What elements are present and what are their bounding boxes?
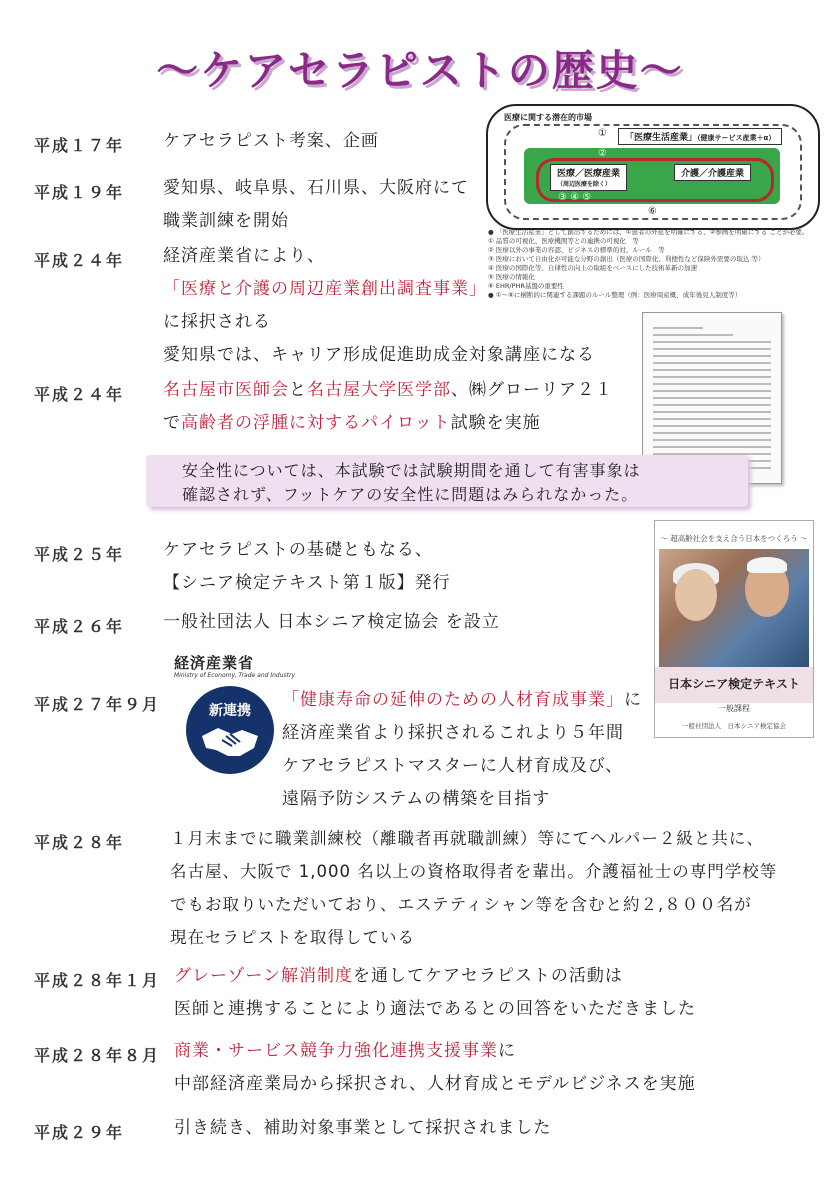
diagram-left-label: 医療／医療産業 （周辺医療を除く） bbox=[550, 164, 627, 191]
ministry-name-en: Ministry of Economy, Trade and Industry bbox=[174, 672, 296, 679]
badge-text: 新連携 bbox=[209, 703, 251, 719]
year-label: 平成２８年 bbox=[34, 833, 125, 852]
book-cover bbox=[654, 520, 814, 738]
year-label: 平成１９年 bbox=[34, 183, 125, 202]
timeline-entry: 名古屋市医師会と名古屋大学医学部、㈱グローリア２１ で高齢者の浮腫に対するパイロット試験を実施 bbox=[163, 380, 613, 433]
timeline-entry: 商業・サービス競争力強化連携支援事業に 中部経済産業局から採択され、人材育成とモデルビジネスを実施 bbox=[174, 1041, 696, 1094]
diagram-note: ④ 医療の国際化等、自律性の向上の取組をベースにした技術革新の加速 bbox=[488, 264, 698, 272]
diagram-title: 医療に関する潜在的市場 bbox=[504, 113, 592, 122]
diagram-num-two: ② bbox=[598, 148, 607, 159]
diagram-note: ● ①～⑥に横断的に関連する課題のルール整理（例：医療周産概、成年後見人制度等） bbox=[488, 291, 742, 299]
diagram-note: ⑤ 医療の情報化 bbox=[488, 273, 535, 281]
timeline-entry: ケアセラピスト考案、企画 bbox=[163, 131, 379, 151]
year-label: 平成２４年 bbox=[34, 251, 125, 270]
book-publisher: 一般社団法人 日本シニア検定協会 bbox=[682, 722, 786, 730]
year-label: 平成２８年８月 bbox=[34, 1046, 161, 1065]
diagram-note: ① 品質の可視化、医療機関等との連携の可視化 等 bbox=[488, 237, 639, 245]
year-label: 平成２４年 bbox=[34, 385, 125, 404]
year-label: 平成２９年 bbox=[34, 1123, 125, 1142]
year-label: 平成２６年 bbox=[34, 617, 125, 636]
book-title: 日本シニア検定テキスト bbox=[668, 677, 800, 691]
market-diagram bbox=[486, 104, 820, 230]
year-label: 平成２５年 bbox=[34, 545, 125, 564]
year-label: 平成２７年９月 bbox=[34, 695, 161, 714]
diagram-right-label: 介護／介護産業 bbox=[674, 164, 751, 181]
timeline-entry: グレーゾーン解消制度を通してケアセラピストの活動は 医師と連携することにより適法であるとの回答をいただきました bbox=[174, 966, 696, 1019]
diagram-nums: ③ ④ ⑤ bbox=[558, 192, 592, 203]
handshake-icon bbox=[198, 722, 262, 762]
diagram-note: ② 医療以外の事業の容認、ビジネスの標準的対、ルール 等 bbox=[488, 246, 665, 254]
shin-renkei-logo bbox=[186, 686, 274, 774]
book-photo bbox=[659, 549, 809, 667]
timeline-entry: 愛知県、岐阜県、石川県、大阪府にて 職業訓練を開始 bbox=[163, 178, 469, 231]
safety-note-box bbox=[146, 455, 748, 507]
diagram-top-label: 「医療生活産業」（健康サービス産業＋α） bbox=[618, 128, 782, 145]
diagram-note: ⑥ EHR/PHR基盤の重要性 bbox=[488, 282, 564, 290]
diagram-note: ③ 医療において自由化が可能な分野の創出（医療の国際化、利便性など保険外需要の取込 等） bbox=[488, 255, 765, 263]
book-course: 一般課程 bbox=[718, 704, 750, 713]
timeline-entry: １月末までに職業訓練校（離職者再就職訓練）等にてヘルパー２級と共に、 名古屋、大阪で 1,000 名以上の資格取得者を輩出。介護福祉士の専門学校等 でもお取りいただいており、エステティシャン等を含むと約２,８００名が 現在セラピストを取得している bbox=[170, 829, 778, 947]
timeline-entry: ケアセラピストの基礎ともなる、 【シニア検定テキスト第１版】発行 bbox=[163, 540, 451, 593]
timeline-entry: 引き続き、補助対象事業として採択されました bbox=[174, 1118, 552, 1138]
diagram-num-top: ① bbox=[598, 128, 607, 139]
diagram-num-bottom: ⑥ bbox=[648, 206, 657, 217]
timeline-entry: 一般社団法人 日本シニア検定協会 を設立 bbox=[163, 612, 500, 632]
ministry-name: 経済産業省 bbox=[174, 654, 255, 672]
year-label: 平成１７年 bbox=[34, 136, 125, 155]
safety-note: 安全性については、本試験では試験期間を通して有害事象は 確認されず、フットケアの安全性に問題はみられなかった。 bbox=[182, 461, 641, 504]
timeline-entry: 「健康寿命の延伸のための人材育成事業」に 経済産業省より採択されるこれより５年間 ケアセラピストマスターに人材育成及び、 遠隔予防システムの構築を目指す bbox=[282, 690, 642, 809]
diagram-note: ● 「医療生活産業」として創出するためには、①患者の外延を明確にする、②参画を明確にする ことが必要。 bbox=[488, 228, 809, 236]
timeline-entry: 経済産業省により、 「医療と介護の周辺産業創出調査事業」 に採択される 愛知県では、キャリア形成促進助成金対象講座になる bbox=[163, 246, 595, 365]
book-subtitle: ～ 超高齢社会を支え合う日本をつくろう ～ bbox=[660, 534, 808, 543]
year-label: 平成２８年１月 bbox=[34, 971, 161, 990]
page-title: ～ケアセラピストの歴史～ bbox=[156, 46, 684, 95]
